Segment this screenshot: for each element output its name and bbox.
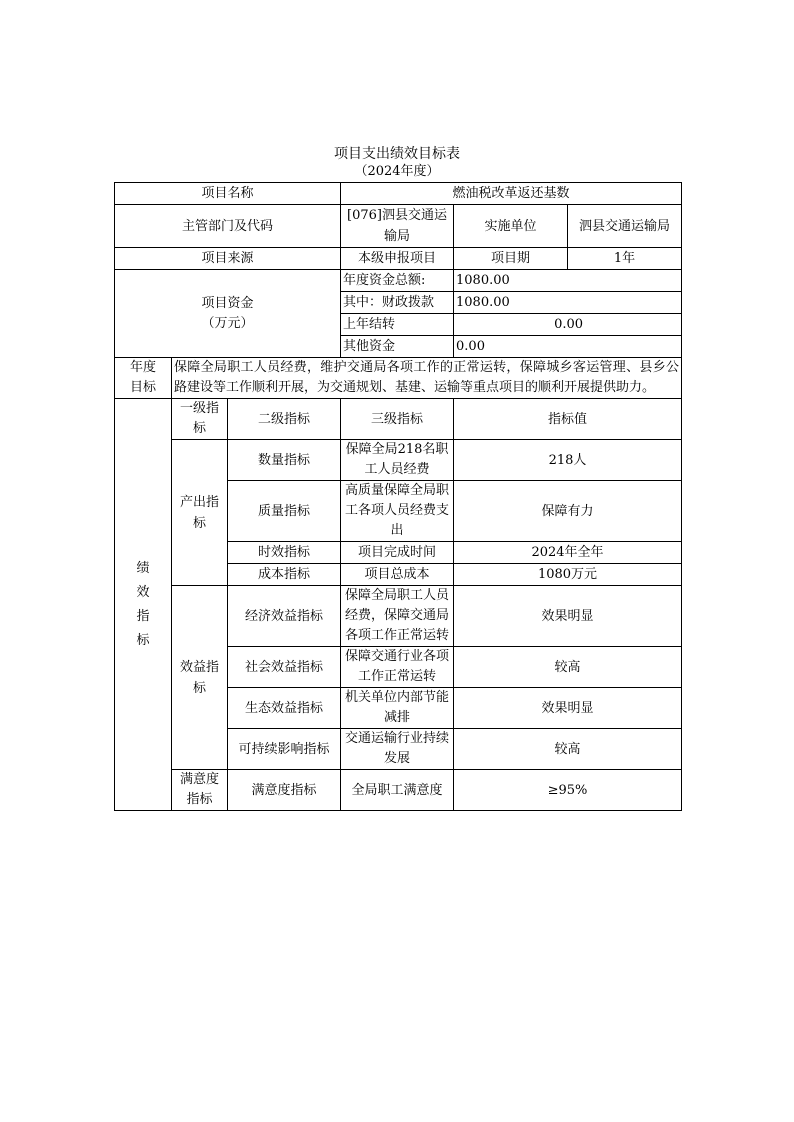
value-impl: 泗县交通运输局 <box>568 205 682 248</box>
value-funds-other: 0.00 <box>454 336 682 358</box>
level3-cell: 保障全局218名职工人员经费 <box>341 440 454 481</box>
label-annual-goal-line2: 目标 <box>129 380 156 395</box>
value-dept: [076]泗县交通运输局 <box>341 205 454 248</box>
label-benefit-indicators: 效益指标 <box>172 586 228 770</box>
level2-cell: 社会效益指标 <box>228 647 341 688</box>
perf-char-1: 绩 <box>136 560 150 576</box>
level2-cell: 满意度指标 <box>228 770 341 811</box>
value-cell: 效果明显 <box>454 586 682 647</box>
label-funds-total: 年度资金总额: <box>341 270 454 292</box>
table-row <box>115 770 682 811</box>
label-satisfaction-indicators: 满意度指标 <box>172 770 228 811</box>
level3-cell: 全局职工满意度 <box>341 770 454 811</box>
label-funds <box>115 270 341 358</box>
label-impl: 实施单位 <box>454 205 568 248</box>
label-dept: 主管部门及代码 <box>115 205 341 248</box>
value-funds-total: 1080.00 <box>454 270 682 292</box>
page-title: 项目支出绩效目标表 <box>334 146 460 162</box>
label-funds-line2: （万元） <box>201 315 254 331</box>
page-subtitle-year: （2024年度） <box>354 164 440 179</box>
perf-char-4: 标 <box>136 632 150 648</box>
label-performance-indicators <box>115 399 172 811</box>
header-level3: 三级指标 <box>341 399 454 440</box>
value-source: 本级申报项目 <box>341 248 454 270</box>
perf-char-2: 效 <box>136 584 150 600</box>
value-cell: 218人 <box>454 440 682 481</box>
row-annual-goal <box>115 358 682 399</box>
value-cell: 保障有力 <box>454 481 682 542</box>
label-funds-fiscal: 其中：财政拨款 <box>341 292 454 314</box>
value-period: 1年 <box>568 248 682 270</box>
level2-cell: 生态效益指标 <box>228 688 341 729</box>
header-level1: 一级指标 <box>172 399 228 440</box>
level2-cell: 可持续影响指标 <box>228 729 341 770</box>
level3-cell: 保障全局职工人员经费，保障交通局各项工作正常运转 <box>341 586 454 647</box>
value-cell: 较高 <box>454 729 682 770</box>
label-project-name: 项目名称 <box>115 183 341 205</box>
label-funds-line1: 项目资金 <box>201 295 254 311</box>
label-annual-goal <box>115 358 172 399</box>
level3-cell: 高质量保障全局职工各项人员经费支出 <box>341 481 454 542</box>
perf-char-3: 指 <box>136 608 150 624</box>
level3-cell: 机关单位内部节能减排 <box>341 688 454 729</box>
value-annual-goal: 保障全局职工人员经费，维护交通局各项工作的正常运转，保障城乡客运管理、县乡公路建设等工作顺利开展，为交通规划、基建、运输等重点项目的顺利开展提供助力。 <box>172 358 682 399</box>
label-funds-other: 其他资金 <box>341 336 454 358</box>
value-project-name: 燃油税改革返还基数 <box>341 183 682 205</box>
label-period: 项目期 <box>454 248 568 270</box>
label-funds-carry: 上年结转 <box>341 314 454 336</box>
value-funds-fiscal: 1080.00 <box>454 292 682 314</box>
value-cell: 2024年全年 <box>454 542 682 564</box>
row-indicator-header <box>115 399 682 440</box>
row-project-name <box>115 183 682 205</box>
level3-cell: 保障交通行业各项工作正常运转 <box>341 647 454 688</box>
row-dept <box>115 205 682 248</box>
table-row <box>115 586 682 647</box>
table-row <box>115 440 682 481</box>
level2-cell: 数量指标 <box>228 440 341 481</box>
header-level2: 二级指标 <box>228 399 341 440</box>
performance-target-table <box>114 182 682 811</box>
value-cell: 效果明显 <box>454 688 682 729</box>
value-funds-carry: 0.00 <box>454 314 682 336</box>
level3-cell: 项目完成时间 <box>341 542 454 564</box>
label-annual-goal-line1: 年度 <box>129 360 156 375</box>
row-funds-total <box>115 270 682 292</box>
level3-cell: 交通运输行业持续发展 <box>341 729 454 770</box>
header-value: 指标值 <box>454 399 682 440</box>
level2-cell: 时效指标 <box>228 542 341 564</box>
level2-cell: 成本指标 <box>228 564 341 586</box>
level3-cell: 项目总成本 <box>341 564 454 586</box>
value-cell: 较高 <box>454 647 682 688</box>
label-output-indicators: 产出指标 <box>172 440 228 586</box>
level2-cell: 经济效益指标 <box>228 586 341 647</box>
label-source: 项目来源 <box>115 248 341 270</box>
level2-cell: 质量指标 <box>228 481 341 542</box>
value-cell: 1080万元 <box>454 564 682 586</box>
row-source <box>115 248 682 270</box>
value-cell: ≥95% <box>454 770 682 811</box>
